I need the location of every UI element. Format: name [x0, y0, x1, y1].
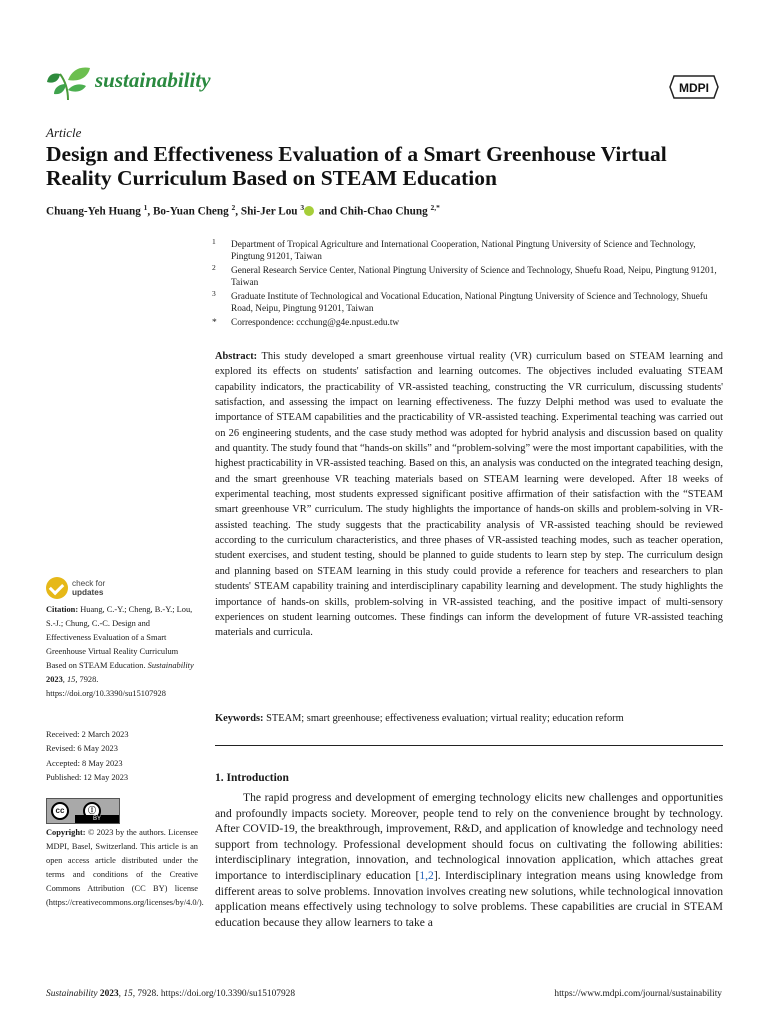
correspondence-item: [212, 317, 722, 329]
check-updates-line-1: check for: [72, 579, 106, 588]
correspondence-text[interactable]: Correspondence: ccchung@g4e.npust.edu.tw: [231, 318, 400, 328]
author-affiliation-mark: 3: [300, 203, 305, 212]
citation-doi[interactable]: 7928. https://doi.org/10.3390/su15107928: [46, 675, 166, 698]
correspondence-mark: *: [212, 318, 217, 328]
affiliation-mark: 3: [212, 289, 216, 298]
intro-text-part-2: ]. Interdisciplinary integration means using knowledge from different areas to solve problems. Innovation involves creating new solutions, while technological innovation application means effectively using technology to solve problems. These capabilities are crucial in STEAM education because they allow learners to take a: [215, 868, 723, 929]
footer-year: 2023: [97, 989, 119, 999]
affiliation-list: [212, 239, 722, 331]
author-affiliation-mark: 2,*: [430, 203, 440, 212]
check-updates-line-2: updates: [72, 588, 104, 597]
section-divider: [215, 745, 723, 746]
mdpi-logo: [668, 72, 720, 102]
introduction-paragraph: [215, 790, 723, 930]
date-revised: Revised: 6 May 2023: [46, 744, 118, 754]
citation-link[interactable]: 1,2: [419, 868, 434, 882]
publication-dates: [46, 728, 196, 786]
date-received: Received: 2 March 2023: [46, 730, 129, 739]
cc-by-label: BY: [75, 815, 119, 823]
abstract-text: This study developed a smart greenhouse virtual reality (VR) curriculum based on STEAM learning and explored its effects on students' satisfaction and learning outcomes. The objectives included evaluating STEAM capability indicators, the practicability of VR-assisted teaching, constructing the VR curriculum, discussing students' satisfaction, and assessing the impact on learning effectiveness. The fuzzy Delphi method was used to evaluate the importance of STEAM capabilities and the practicability of VR-assisted teaching. Experimental teaching was carried out on 26 engineering students, and the case study method was adopted for hybrid analysis and discussion based on quality and quantity. The study found that “hands-on skills” and “problem-solving” were the most important capabilities, with the highest practicability in VR-assisted teaching. Based on this, an analysis was conducted on the integrated teaching design, and the smart greenhouse VR teaching materials based on STEAM learning were developed. After 18 weeks of experimental teaching, most students expressed significant positive affirmation of their satisfaction with the “STEAM smart greenhouse VR” curriculum. The study highlights the importance of hands-on skills and problem-solving in VR-assisted teaching. The study suggests that the practicability analysis of VR-assisted teaching should be reviewed according to the curriculum characteristics, and three phases of VR-assisted teaching modes, such as teacher operation, student exercises, and student testing, should be planned to guide students to learn step by step. The curriculum design and planning based on STEAM learning in this study could provide a reference for teachers and researchers to plan students' STEAM capability training and interdisciplinary capability learning and development. The study highlights the importance of hands-on skills, problem-solving in VR-assisted teaching, and the positive impact of multi-sensory experiences on student learning outcomes. These findings can inform the development of future VR-assisted teaching materials and curricula.: [215, 351, 723, 639]
author-separator: ,: [235, 205, 241, 218]
check-updates-label: [72, 579, 105, 597]
citation-block: [46, 603, 196, 701]
footer-doi[interactable]: 7928. https://doi.org/10.3390/su15107928: [135, 989, 296, 999]
mdpi-logo-text: MDPI: [679, 81, 709, 95]
author-separator: ,: [147, 205, 153, 218]
author-name[interactable]: Chih-Chao Chung: [339, 205, 431, 218]
cc-by-license-badge[interactable]: [46, 798, 120, 824]
author-name[interactable]: Chuang-Yeh Huang: [46, 205, 144, 218]
check-updates-icon: [46, 577, 68, 599]
citation-volume: , 15,: [62, 675, 78, 684]
article-title: Design and Effectiveness Evaluation of a Smart Greenhouse Virtual Reality Curriculum Based on STEAM Education: [46, 142, 667, 190]
citation-text: Huang, C.-Y.; Cheng, B.-Y.; Lou, S.-J.; Chung, C.-C. Design and Effectiveness Evaluation of a Smart Greenhouse Virtual Reality Curriculum Based on STEAM Education.: [46, 605, 193, 670]
affiliation-text: Department of Tropical Agriculture and International Cooperation, National Pingtung University of Science and Technology, Pingtung 91201, Taiwan: [231, 240, 696, 262]
intro-text-part-1: The rapid progress and development of emerging technology elicits new challenges and opportunities and profoundly impacts society. Moreover, people tend to rely on the convenience brought by technology. After COVID-19, the breakthrough, improvement, R&D, and application of knowledge and technology need support from technology. Professional development should focus on cultivating the following abilities: interdisciplinary integration, innovation, and technological innovation application, which attaches great importance to interdisciplinary education [: [215, 791, 723, 882]
orcid-icon[interactable]: [304, 206, 314, 216]
affiliation-item: [212, 265, 722, 289]
author-name[interactable]: Bo-Yuan Cheng: [152, 205, 232, 218]
footer-volume: , 15,: [118, 989, 136, 999]
introduction-heading: 1. Introduction: [215, 772, 289, 784]
affiliation-text: General Research Service Center, National Pingtung University of Science and Technology, Shuefu Road, Neipu, Pingtung 91201, Taiwan: [231, 266, 717, 288]
cc-icon: cc: [51, 802, 69, 820]
affiliation-item: [212, 239, 722, 263]
footer-journal-url[interactable]: https://www.mdpi.com/journal/sustainability: [554, 989, 722, 999]
author-affiliation-mark: 1: [143, 203, 148, 212]
copyright-text: © 2023 by the authors. Licensee MDPI, Basel, Switzerland. This article is an open access article distributed under the terms and conditions of the Creative Commons Attribution (CC BY) license (https://creativecommons.org/licenses/by/4.0/).: [46, 828, 204, 907]
citation-year: 2023: [46, 675, 63, 684]
author-affiliation-mark: 2: [231, 203, 236, 212]
date-published: Published: 12 May 2023: [46, 773, 129, 783]
keywords: [215, 712, 723, 726]
keywords-text: STEAM; smart greenhouse; effectiveness evaluation; virtual reality; education reform: [266, 713, 624, 724]
by-person-icon: Ⓘ: [83, 802, 101, 820]
copyright-block: [46, 826, 204, 910]
affiliation-text: Graduate Institute of Technological and Vocational Education, National Pingtung University of Science and Technology, Shuefu Road, Neipu, Pingtung 91201, Taiwan: [231, 292, 708, 314]
date-accepted: Accepted: 8 May 2023: [46, 758, 123, 768]
footer-citation: [46, 989, 295, 999]
journal-name: sustainability: [95, 68, 211, 92]
keywords-label: Keywords:: [215, 713, 264, 724]
affiliation-mark: 2: [212, 263, 216, 272]
citation-journal: Sustainability: [147, 661, 194, 670]
sustainability-leaf-logo: [46, 62, 92, 102]
abstract: [215, 349, 723, 641]
affiliation-mark: 1: [212, 237, 216, 246]
article-type: Article: [46, 125, 82, 140]
footer-journal: Sustainability: [46, 989, 98, 999]
author-name[interactable]: Shi-Jer Lou: [240, 205, 301, 218]
check-for-updates-button[interactable]: [46, 577, 156, 601]
abstract-label: Abstract:: [215, 351, 258, 362]
author-separator: and: [316, 205, 340, 218]
citation-label: Citation:: [46, 605, 79, 614]
affiliation-item: [212, 291, 722, 315]
author-list: [46, 203, 440, 218]
copyright-label: Copyright:: [46, 828, 86, 837]
